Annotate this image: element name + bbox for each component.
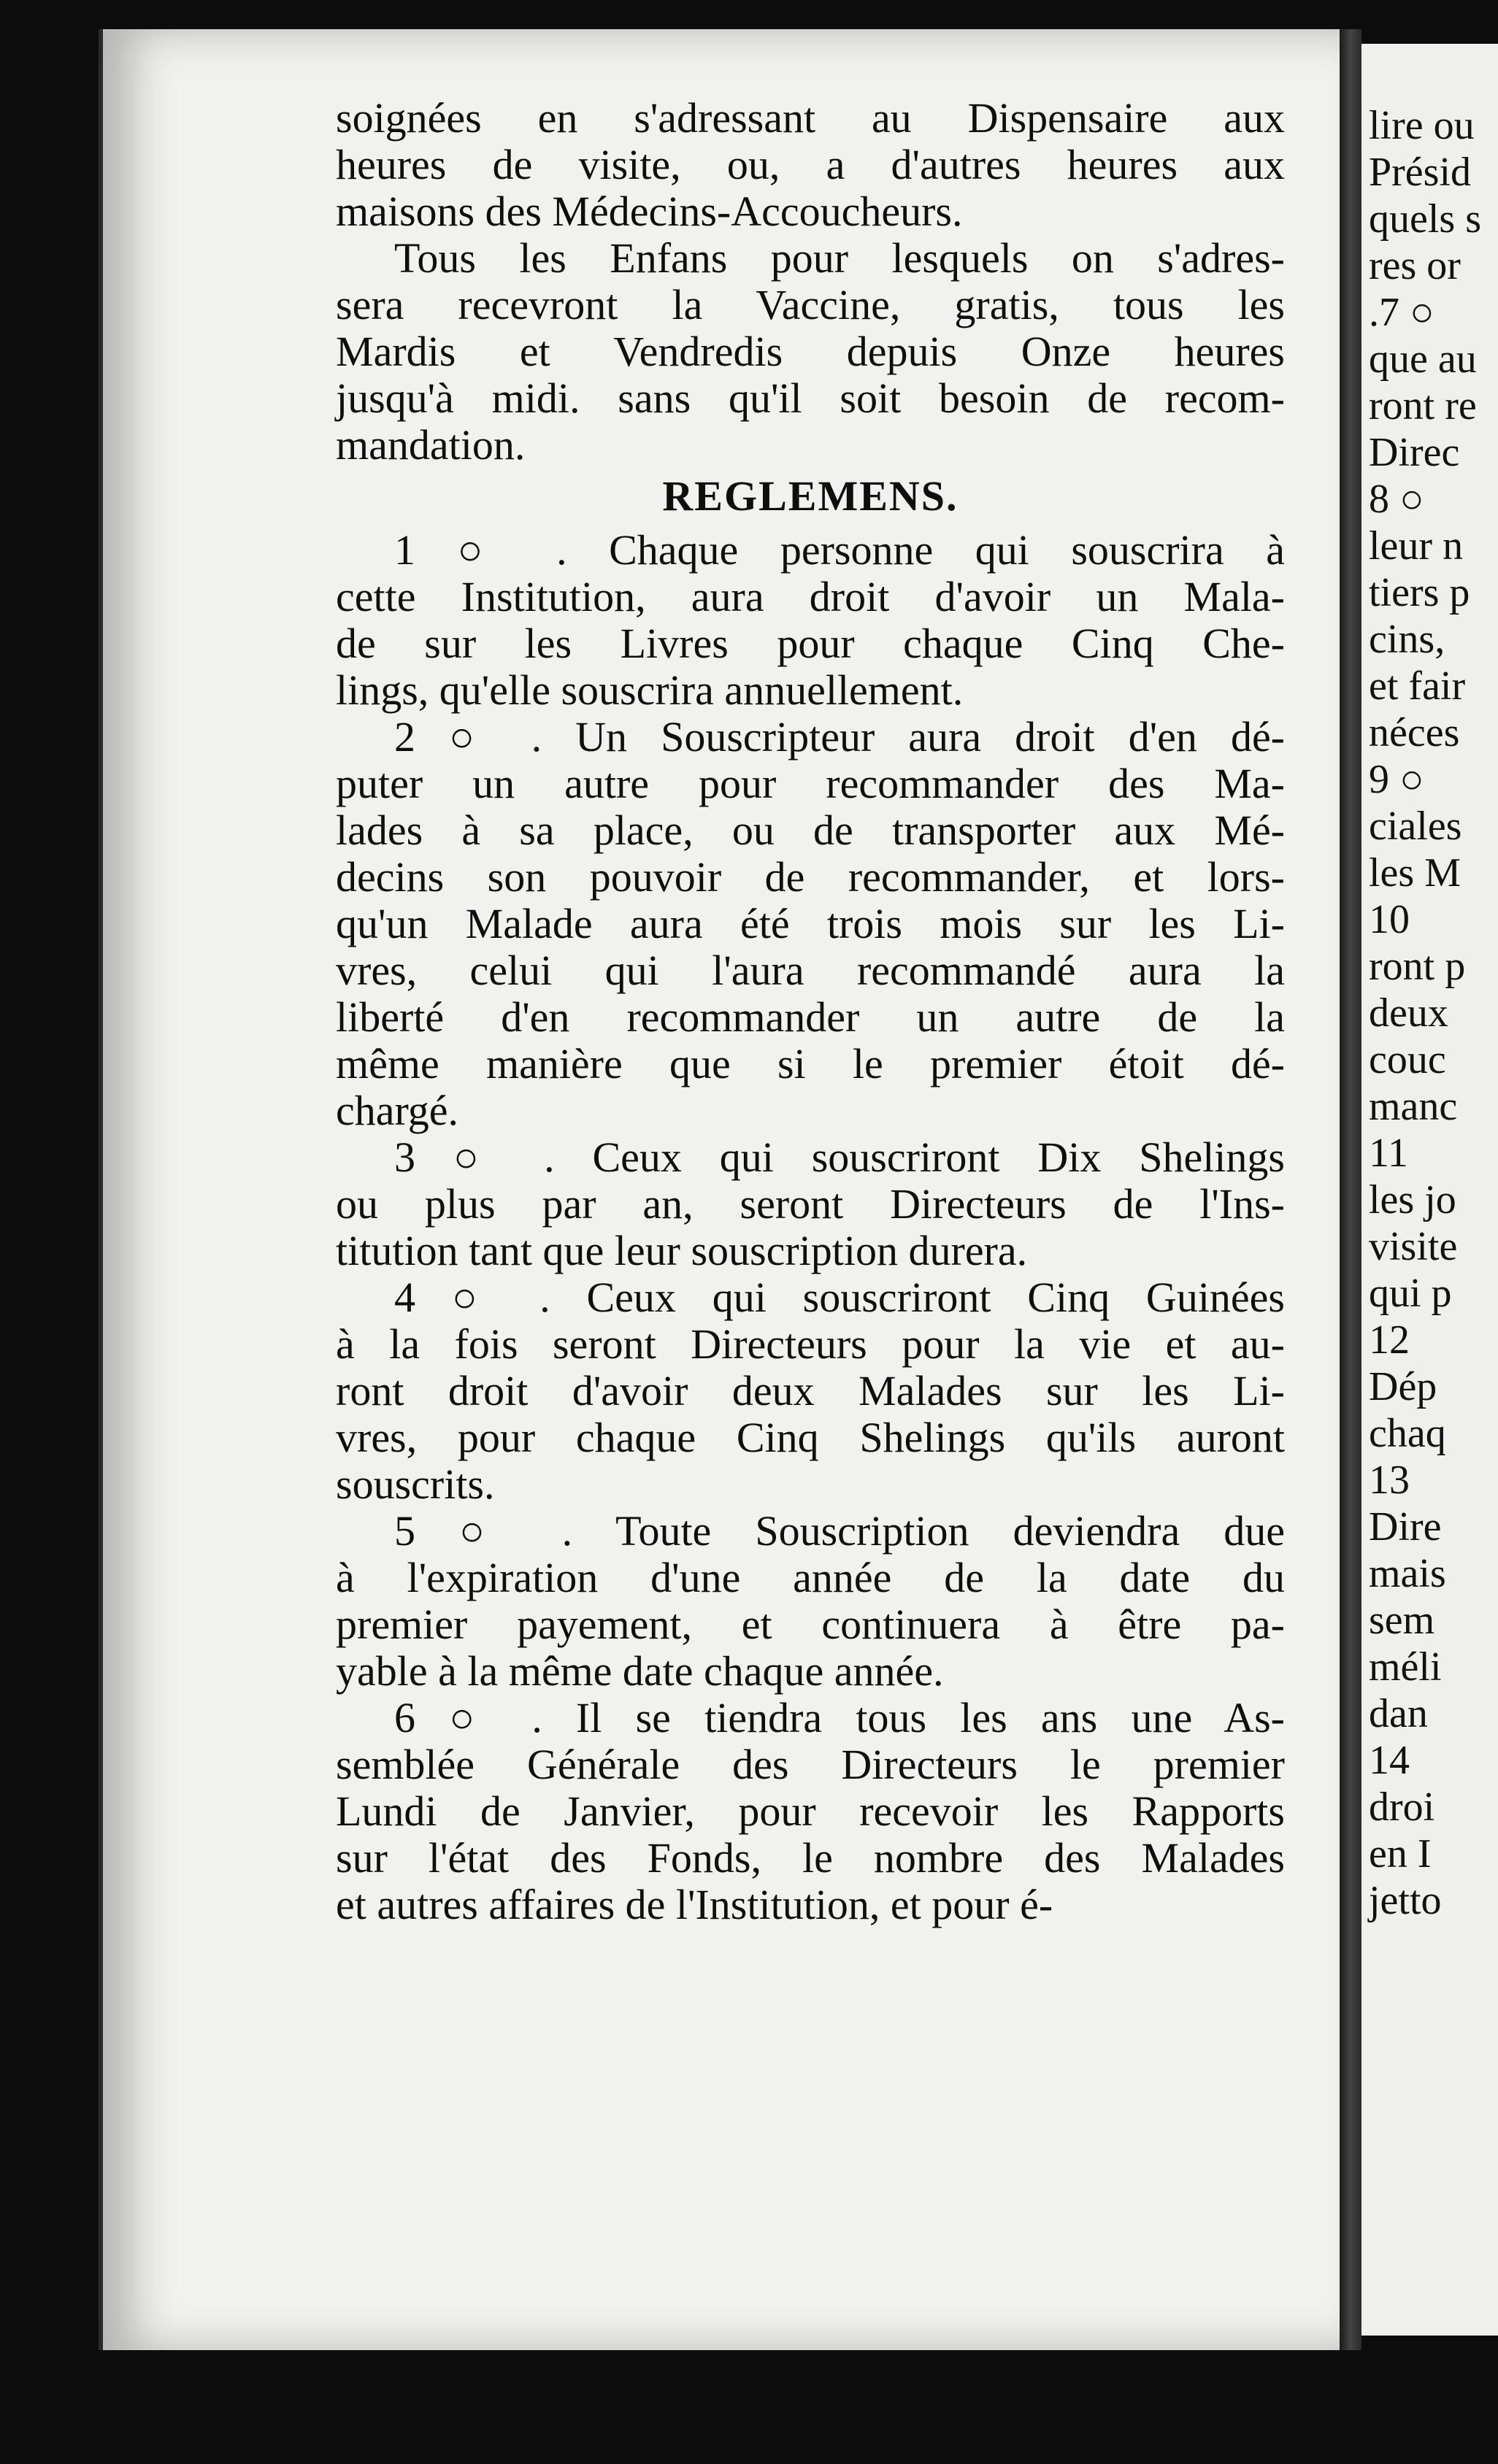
facing-page-fragment: Direc: [1369, 430, 1460, 475]
text-line: 5 ○ . Toute Souscription deviendra due: [394, 1507, 1285, 1555]
facing-page-fragment: 12: [1369, 1317, 1410, 1363]
text-line: Lundi de Janvier, pour recevoir les Rapports: [336, 1787, 1285, 1835]
text-line: yable à la même date chaque année.: [336, 1647, 944, 1695]
text-line: Tous les Enfans pour lesquels on s'adres-: [394, 234, 1285, 282]
text-line: vres, celui qui l'aura recommandé aura la: [336, 947, 1285, 994]
text-line: decins son pouvoir de recommander, et lors-: [336, 853, 1285, 901]
facing-page-fragment: Présid: [1369, 150, 1471, 195]
vaccine-paragraph: [336, 235, 1285, 469]
facing-page-fragment: qui p: [1369, 1271, 1452, 1316]
intro-paragraph: [336, 95, 1285, 235]
text-line: même manière que si le premier étoit dé-: [336, 1040, 1285, 1087]
text-line: à la fois seront Directeurs pour la vie et au-: [336, 1320, 1285, 1368]
text-line: maisons des Médecins-Accoucheurs.: [336, 188, 963, 235]
facing-page-fragment: droi: [1369, 1785, 1435, 1830]
facing-page-fragment: en I: [1369, 1831, 1432, 1876]
facing-page-fragment: Dép: [1369, 1364, 1437, 1409]
facing-page-fragment: visite: [1369, 1224, 1458, 1269]
facing-page-fragment: ront p: [1369, 944, 1466, 989]
text-line: Mardis et Vendredis depuis Onze heures: [336, 328, 1285, 375]
facing-page-fragment: deux: [1369, 990, 1448, 1036]
facing-page-fragment: 10: [1369, 897, 1410, 942]
text-line: soignées en s'adressant au Dispensaire aux: [336, 94, 1285, 142]
rule-paragraph: [336, 1508, 1285, 1695]
text-line: lades à sa place, ou de transporter aux Mé-: [336, 806, 1285, 854]
rule-paragraph: [336, 527, 1285, 714]
facing-page-fragment: que au: [1369, 336, 1477, 382]
text-line: titution tant que leur souscription durera.: [336, 1227, 1028, 1274]
text-line: à l'expiration d'une année de la date du: [336, 1554, 1285, 1601]
facing-page-fragment: dan: [1369, 1691, 1428, 1736]
rule-paragraph: [336, 1134, 1285, 1274]
text-line: heures de visite, ou, a d'autres heures aux: [336, 141, 1285, 188]
facing-page-fragment: jetto: [1369, 1878, 1442, 1923]
rule-paragraph: [336, 1695, 1285, 1928]
facing-page-fragment: chaq: [1369, 1411, 1446, 1456]
rule-paragraph: [336, 714, 1285, 1134]
text-line: semblée Générale des Directeurs le premier: [336, 1741, 1285, 1788]
section-heading: REGLEMENS.: [662, 472, 959, 520]
facing-page-fragment: tiers p: [1369, 570, 1470, 615]
text-line: 3 ○ . Ceux qui souscriront Dix Shelings: [394, 1133, 1285, 1181]
facing-page-fragment: ront re: [1369, 383, 1477, 428]
facing-page-fragment: 13: [1369, 1458, 1410, 1503]
facing-page-fragment: et fair: [1369, 663, 1466, 709]
text-line: lings, qu'elle souscrira annuellement.: [336, 666, 964, 714]
facing-page-fragment: leur n: [1369, 523, 1464, 569]
facing-page-fragment: sem: [1369, 1598, 1435, 1643]
text-line: sera recevront la Vaccine, gratis, tous les: [336, 281, 1285, 328]
text-line: jusqu'à midi. sans qu'il soit besoin de recom-: [336, 374, 1285, 422]
text-line: cette Institution, aura droit d'avoir un Mala-: [336, 573, 1285, 620]
facing-page-fragment: res or: [1369, 243, 1461, 288]
text-line: chargé.: [336, 1087, 458, 1134]
facing-page-fragment: méli: [1369, 1644, 1442, 1690]
facing-page-fragment: 9 ○: [1369, 757, 1424, 802]
facing-page-fragment: ciales: [1369, 804, 1462, 849]
text-line: de sur les Livres pour chaque Cinq Che-: [336, 620, 1285, 667]
facing-page: [1361, 44, 1498, 2336]
facing-page-fragment: 14: [1369, 1738, 1410, 1783]
facing-page-fragment: mais: [1369, 1551, 1446, 1596]
rule-paragraph: [336, 1274, 1285, 1508]
facing-page-fragment: 8 ○: [1369, 477, 1424, 522]
book-gutter: [1340, 29, 1361, 2350]
facing-page-fragment: Dire: [1369, 1504, 1442, 1549]
text-line: 1 ○ . Chaque personne qui souscrira à: [394, 526, 1285, 574]
text-line: vres, pour chaque Cinq Shelings qu'ils auront: [336, 1414, 1285, 1461]
facing-page-fragment: 11: [1369, 1131, 1408, 1176]
facing-page-fragment: couc: [1369, 1037, 1446, 1082]
text-line: et autres affaires de l'Institution, et pour é-: [336, 1881, 1053, 1928]
facing-page-fragment: manc: [1369, 1084, 1458, 1129]
text-line: ront droit d'avoir deux Malades sur les Li-: [336, 1367, 1285, 1414]
text-line: 6 ○ . Il se tiendra tous les ans une As-: [394, 1694, 1285, 1741]
text-line: 2 ○ . Un Souscripteur aura droit d'en dé-: [394, 713, 1285, 761]
text-line: premier payement, et continuera à être pa-: [336, 1601, 1285, 1648]
text-line: 4 ○ . Ceux qui souscriront Cinq Guinées: [394, 1274, 1285, 1321]
text-line: souscrits.: [336, 1460, 495, 1508]
text-line: mandation.: [336, 421, 526, 469]
text-line: puter un autre pour recommander des Ma-: [336, 760, 1285, 807]
facing-page-fragment: lire ou: [1369, 103, 1475, 148]
text-line: liberté d'en recommander un autre de la: [336, 993, 1285, 1041]
facing-page-fragment: néces: [1369, 710, 1460, 755]
text-line: sur l'état des Fonds, le nombre des Malades: [336, 1834, 1285, 1882]
text-line: qu'un Malade aura été trois mois sur les Li-: [336, 900, 1285, 947]
text-column: [336, 95, 1285, 1928]
rules-list: [336, 527, 1285, 1928]
text-line: ou plus par an, seront Directeurs de l'Ins-: [336, 1180, 1285, 1228]
facing-page-fragment: .7 ○: [1369, 290, 1434, 335]
facing-page-fragment: les jo: [1369, 1177, 1456, 1223]
facing-page-fragment: quels s: [1369, 196, 1481, 242]
facing-page-fragment: les M: [1369, 850, 1461, 896]
facing-page-fragment: cins,: [1369, 617, 1445, 662]
